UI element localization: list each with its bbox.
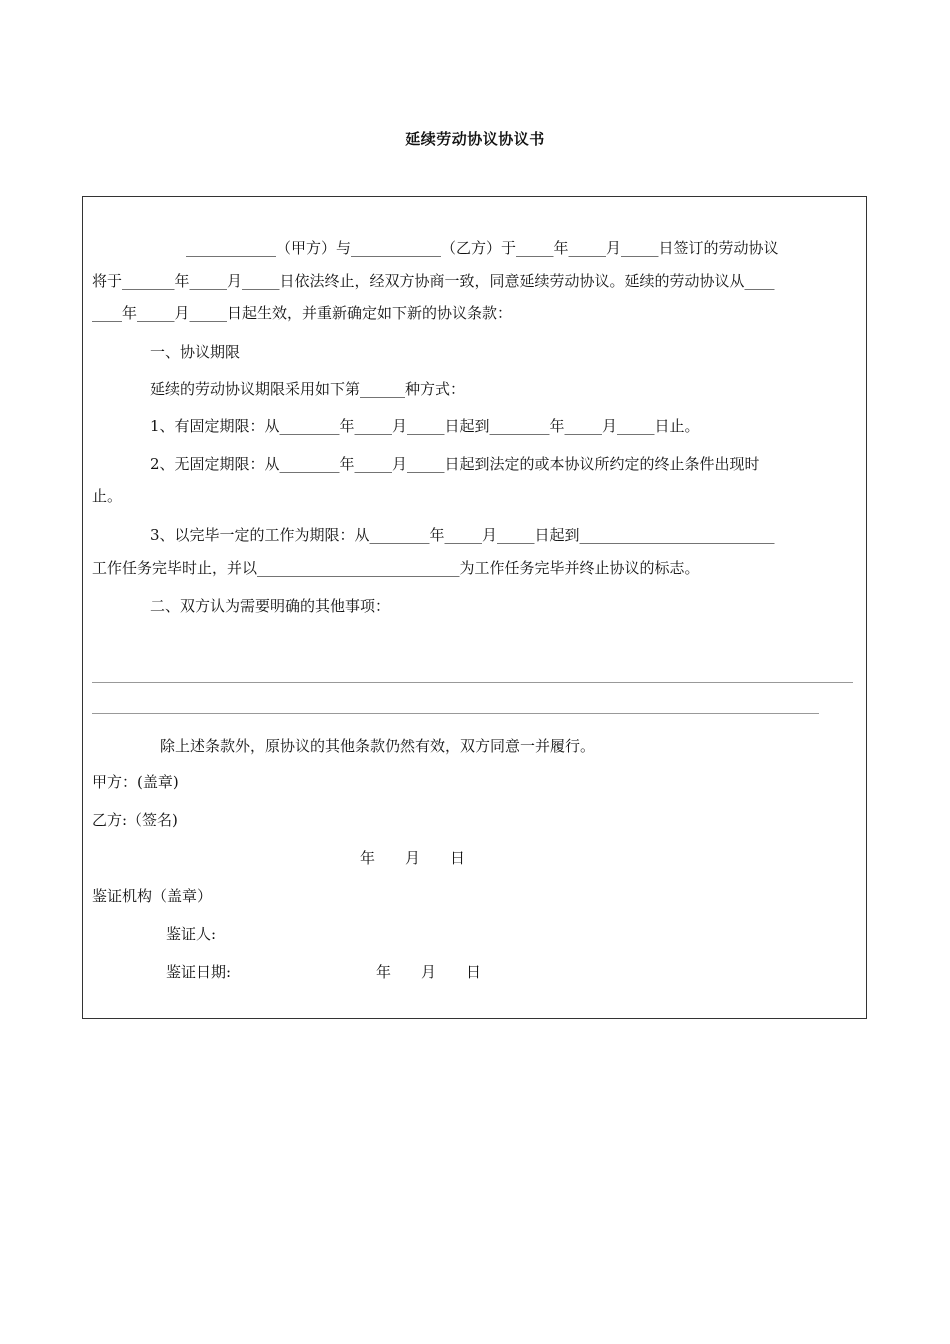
- section-2-heading: 二、双方认为需要明确的其他事项：: [150, 597, 391, 615]
- notary-date: 年 月 日: [376, 963, 482, 981]
- signing-date: 年 月 日: [360, 849, 466, 867]
- option-3-task-term: 3、以完毕一定的工作为期限：从________年_____月_____日起到__________________________: [150, 526, 775, 544]
- intro-line-3: ____年_____月_____日起生效，并重新确定如下新的协议条款：: [92, 304, 513, 322]
- blank-write-line-2: [92, 713, 819, 714]
- option-1-fixed-term: 1、有固定期限：从________年_____月_____日起到________年_____月_____日止。: [150, 417, 700, 435]
- option-2-continued: 止。: [92, 487, 123, 505]
- document-title: 延续劳动协议协议书: [405, 130, 545, 148]
- intro-line-1: ____________（甲方）与____________（乙方）于_____年_____月_____日签订的劳动协议: [186, 239, 779, 257]
- section-1-heading: 一、协议期限: [150, 343, 241, 361]
- option-3-continued: 工作任务完毕时止，并以___________________________为工作任务完毕并终止协议的标志。: [92, 559, 700, 577]
- intro-line-2: 将于_______年_____月_____日依法终止，经双方协商一致，同意延续劳动协议。延续的劳动协议从____: [92, 272, 775, 290]
- notary-date-label: 鉴证日期:: [166, 963, 232, 981]
- party-b-signature: 乙方:（签名): [92, 811, 178, 829]
- party-a-seal: 甲方：(盖章): [92, 773, 179, 791]
- term-method-line: 延续的劳动协议期限采用如下第______种方式：: [150, 380, 466, 398]
- other-terms-valid-line: 除上述条款外，原协议的其他条款仍然有效，双方同意一并履行。: [160, 737, 596, 755]
- option-2-open-term: 2、无固定期限：从________年_____月_____日起到法定的或本协议所约定的终止条件出现时: [150, 455, 760, 473]
- blank-write-line-1: [92, 682, 853, 683]
- notary-person: 鉴证人:: [166, 925, 217, 943]
- notary-org-seal: 鉴证机构（盖章）: [92, 887, 213, 905]
